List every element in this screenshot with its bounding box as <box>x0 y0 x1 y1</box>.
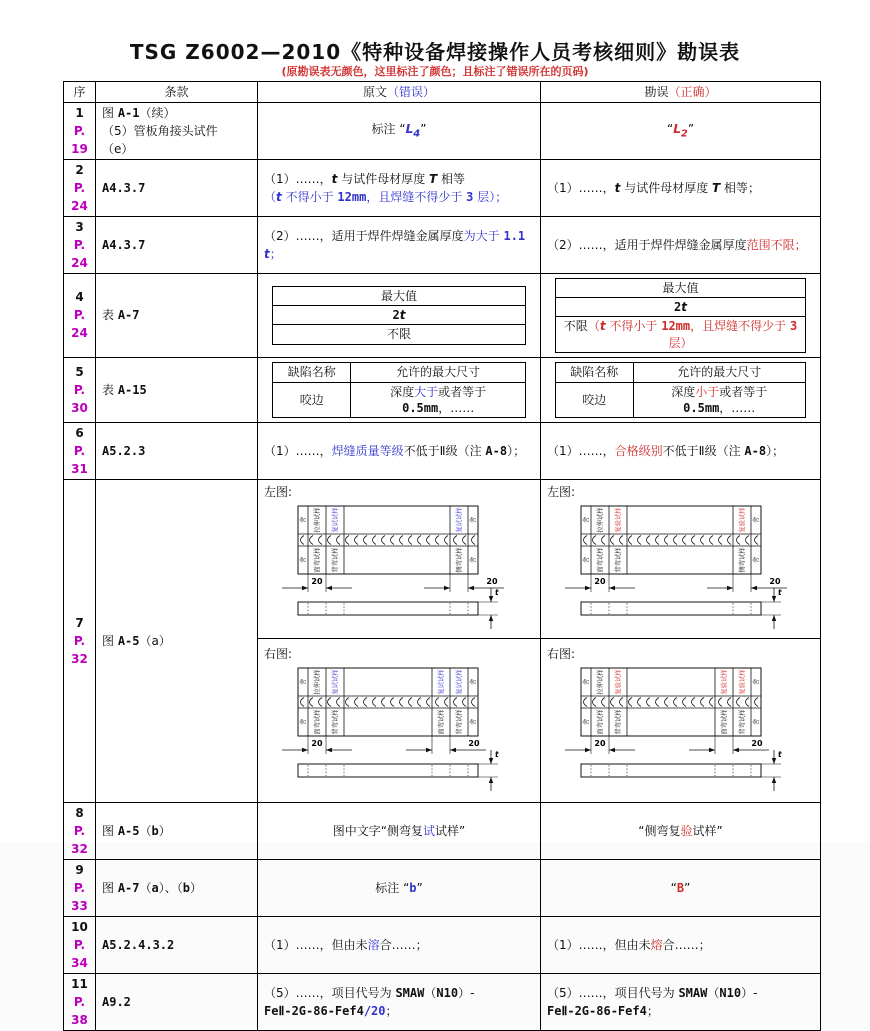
inner-cell: 深度大于或者等于 0.5mm，…… <box>351 382 525 417</box>
seq-cell: 7 P.32 <box>64 480 96 803</box>
svg-text:舍: 舍 <box>470 556 477 564</box>
header-original: 原文（错误） <box>258 82 541 103</box>
svg-text:t: t <box>778 588 782 598</box>
specimen-diagram-left-corrected <box>547 500 817 634</box>
clause-cell: 表 A-7 <box>96 274 258 358</box>
svg-text:复试试样: 复试试样 <box>332 507 339 533</box>
inner-table <box>272 362 526 418</box>
clause-cell: A4.3.7 <box>96 160 258 217</box>
svg-text:复验试样: 复验试样 <box>615 669 622 695</box>
svg-text:舍: 舍 <box>583 516 590 524</box>
seq-cell: 9 P.33 <box>64 860 96 917</box>
svg-text:舍: 舍 <box>753 556 760 564</box>
errata-cell: “侧弯复验试样” <box>541 803 821 860</box>
svg-text:舍: 舍 <box>300 718 307 725</box>
clause-cell: 图 A-7（a）、（b） <box>96 860 258 917</box>
page-ref: P.19 <box>71 124 88 156</box>
svg-text:复验试样: 复验试样 <box>739 669 746 695</box>
specimen-diagram-right-original <box>264 662 534 796</box>
table-row <box>64 974 821 1031</box>
original-cell: （2）……，适用于焊件焊缝金属厚度为大于 1.1t； <box>258 217 541 274</box>
seq-cell: 3 P.24 <box>64 217 96 274</box>
svg-text:面弯试样: 面弯试样 <box>597 709 604 735</box>
header-clause: 条款 <box>96 82 258 103</box>
svg-text:t: t <box>778 749 782 759</box>
inner-table <box>272 286 526 345</box>
specimen-diagram-right-corrected <box>547 662 817 796</box>
table-row <box>64 480 821 639</box>
inner-cell: 最大值 <box>556 279 806 298</box>
inner-cell: 咬边 <box>556 382 633 417</box>
inner-cell: 缺陷名称 <box>273 362 351 382</box>
svg-text:拉伸试样: 拉伸试样 <box>314 669 321 695</box>
seq-cell: 5 P.30 <box>64 357 96 422</box>
clause-cell: A5.2.3 <box>96 423 258 480</box>
table-row <box>64 860 821 917</box>
page-subtitle: (原勘误表无颜色，这里标注了颜色；且标注了错误所在的页码) <box>281 65 589 78</box>
svg-text:舍: 舍 <box>470 516 477 524</box>
svg-text:背弯试样: 背弯试样 <box>615 709 622 735</box>
inner-cell: 允许的最大尺寸 <box>351 362 525 382</box>
svg-text:舍: 舍 <box>300 556 307 564</box>
inner-cell: 缺陷名称 <box>556 362 633 382</box>
page-ref: P.24 <box>71 238 88 270</box>
clause-cell: 图 A-5（b） <box>96 803 258 860</box>
svg-text:舍: 舍 <box>583 678 590 685</box>
header-errata: 勘误（正确） <box>541 82 821 103</box>
svg-text:复试试样: 复试试样 <box>456 669 463 695</box>
clause-cell: 图 A-5（a） <box>96 480 258 803</box>
figure-label: 右图: <box>264 646 293 661</box>
svg-text:背弯试样: 背弯试样 <box>332 709 339 735</box>
inner-cell: 不限（t 不得小于 12mm，且焊缝不得少于 3 层） <box>556 317 806 352</box>
page-ref: P.38 <box>71 995 88 1028</box>
page-ref: P.24 <box>71 308 88 341</box>
seq-cell: 10 P.34 <box>64 917 96 974</box>
header-seq: 序 <box>64 82 96 103</box>
seq-cell: 8 P.32 <box>64 803 96 860</box>
inner-cell: 深度小于或者等于 0.5mm，…… <box>633 382 805 417</box>
svg-text:拉伸试样: 拉伸试样 <box>597 507 604 533</box>
original-cell-left-figure <box>258 480 541 639</box>
svg-text:面弯试样: 面弯试样 <box>721 709 728 735</box>
inner-table <box>555 362 806 418</box>
svg-text:20: 20 <box>594 738 606 748</box>
svg-text:t: t <box>495 749 499 759</box>
svg-text:拉伸试样: 拉伸试样 <box>597 669 604 695</box>
svg-text:复试试样: 复试试样 <box>438 669 445 695</box>
seq-cell: 6 P.31 <box>64 423 96 480</box>
page-ref: P.34 <box>71 938 88 971</box>
figure-label: 右图: <box>547 646 576 661</box>
seq-cell: 4 P.24 <box>64 274 96 358</box>
page-title: TSG Z6002—2010《特种设备焊接操作人员考核细则》勘误表 <box>129 40 741 64</box>
clause-cell: A5.2.4.3.2 <box>96 917 258 974</box>
svg-text:背弯试样: 背弯试样 <box>332 547 339 573</box>
original-cell: （1）……，但由未溶合……； <box>258 917 541 974</box>
table-row <box>64 357 821 422</box>
table-header-row <box>64 82 821 103</box>
svg-text:侧弯试样: 侧弯试样 <box>739 547 746 573</box>
svg-text:复验试样: 复验试样 <box>615 507 622 533</box>
svg-text:20: 20 <box>769 577 781 587</box>
errata-cell-left-figure <box>541 480 821 639</box>
figure-label: 左图: <box>264 485 293 500</box>
page-ref: P.24 <box>71 181 88 213</box>
table-row <box>64 160 821 217</box>
table-row <box>64 103 821 160</box>
svg-text:背弯试样: 背弯试样 <box>739 709 746 735</box>
svg-text:舍: 舍 <box>300 516 307 524</box>
clause-cell: 图 A-1（续） （5）管板角接头试件 （e） <box>96 103 258 160</box>
original-cell: （1）……，焊缝质量等级不低于Ⅱ级（注 A-8）； <box>258 423 541 480</box>
svg-text:复验试样: 复验试样 <box>739 507 746 533</box>
errata-cell: “B” <box>541 860 821 917</box>
errata-cell: （1）……，但由未熔合……； <box>541 917 821 974</box>
clause-cell: A9.2 <box>96 974 258 1031</box>
svg-text:20: 20 <box>311 577 323 587</box>
svg-text:舍: 舍 <box>583 556 590 564</box>
seq-cell: 1 P.19 <box>64 103 96 160</box>
errata-cell: “$L_2$” <box>541 103 821 160</box>
svg-text:20: 20 <box>486 577 498 587</box>
svg-text:舍: 舍 <box>753 516 760 524</box>
inner-cell: 2t <box>556 298 806 317</box>
original-cell <box>258 357 541 422</box>
original-cell: 标注 “$L_4$” <box>258 103 541 160</box>
table-row <box>64 917 821 974</box>
errata-cell <box>541 357 821 422</box>
original-cell <box>258 274 541 358</box>
errata-table <box>63 81 821 1031</box>
original-cell-right-figure <box>258 639 541 803</box>
inner-table <box>555 278 806 353</box>
svg-text:20: 20 <box>751 738 763 748</box>
svg-text:复验试样: 复验试样 <box>721 669 728 695</box>
original-cell: （1）……，t 与试件母材厚度 T 相等 （t 不得小于 12mm，且焊缝不得少于 3 层）； <box>258 160 541 217</box>
svg-text:舍: 舍 <box>470 718 477 725</box>
svg-text:舍: 舍 <box>753 718 760 725</box>
page-ref: P.31 <box>71 444 88 477</box>
inner-cell: 最大值 <box>273 287 526 306</box>
errata-cell <box>541 274 821 358</box>
page-ref: P.33 <box>71 881 88 914</box>
svg-text:舍: 舍 <box>300 678 307 685</box>
inner-cell: 不限 <box>273 325 526 344</box>
svg-text:背弯试样: 背弯试样 <box>456 709 463 735</box>
page-ref: P.30 <box>71 382 88 415</box>
page-ref: P.32 <box>71 824 88 857</box>
svg-text:拉伸试样: 拉伸试样 <box>314 507 321 533</box>
original-cell: （5）……，项目代号为 SMAW（N10）- FeⅡ-2G-86-Fef4/20； <box>258 974 541 1031</box>
errata-cell: （2）……，适用于焊件焊缝金属厚度范围不限； <box>541 217 821 274</box>
table-row <box>64 423 821 480</box>
original-cell: 标注 “b” <box>258 860 541 917</box>
errata-cell: （5）……，项目代号为 SMAW（N10）- FeⅡ-2G-86-Fef4； <box>541 974 821 1031</box>
seq-cell: 11 P.38 <box>64 974 96 1031</box>
specimen-diagram-left-original <box>264 500 534 634</box>
svg-text:面弯试样: 面弯试样 <box>438 709 445 735</box>
svg-text:舍: 舍 <box>470 678 477 685</box>
table-row <box>64 274 821 358</box>
table-row <box>64 217 821 274</box>
svg-text:20: 20 <box>311 738 323 748</box>
errata-cell-right-figure <box>541 639 821 803</box>
table-row <box>64 803 821 860</box>
svg-text:t: t <box>495 588 499 598</box>
clause-cell: A4.3.7 <box>96 217 258 274</box>
inner-cell: 2t <box>273 306 526 325</box>
errata-cell: （1）……，合格级别不低于Ⅱ级（注 A-8）； <box>541 423 821 480</box>
svg-text:面弯试样: 面弯试样 <box>597 547 604 573</box>
seq-cell: 2 P.24 <box>64 160 96 217</box>
svg-text:复试试样: 复试试样 <box>456 507 463 533</box>
clause-cell: 表 A-15 <box>96 357 258 422</box>
svg-text:背弯试样: 背弯试样 <box>615 547 622 573</box>
svg-text:面弯试样: 面弯试样 <box>314 547 321 573</box>
svg-text:舍: 舍 <box>753 678 760 685</box>
svg-text:20: 20 <box>468 738 480 748</box>
svg-text:复试试样: 复试试样 <box>332 669 339 695</box>
svg-text:20: 20 <box>594 577 606 587</box>
inner-cell: 咬边 <box>273 382 351 417</box>
svg-text:舍: 舍 <box>583 718 590 725</box>
errata-cell: （1）……，t 与试件母材厚度 T 相等； <box>541 160 821 217</box>
page-ref: P.32 <box>71 634 88 667</box>
svg-text:侧弯试样: 侧弯试样 <box>456 547 463 573</box>
svg-text:面弯试样: 面弯试样 <box>314 709 321 735</box>
inner-cell: 允许的最大尺寸 <box>633 362 805 382</box>
original-cell: 图中文字“侧弯复试试样” <box>258 803 541 860</box>
figure-label: 左图: <box>547 485 576 500</box>
